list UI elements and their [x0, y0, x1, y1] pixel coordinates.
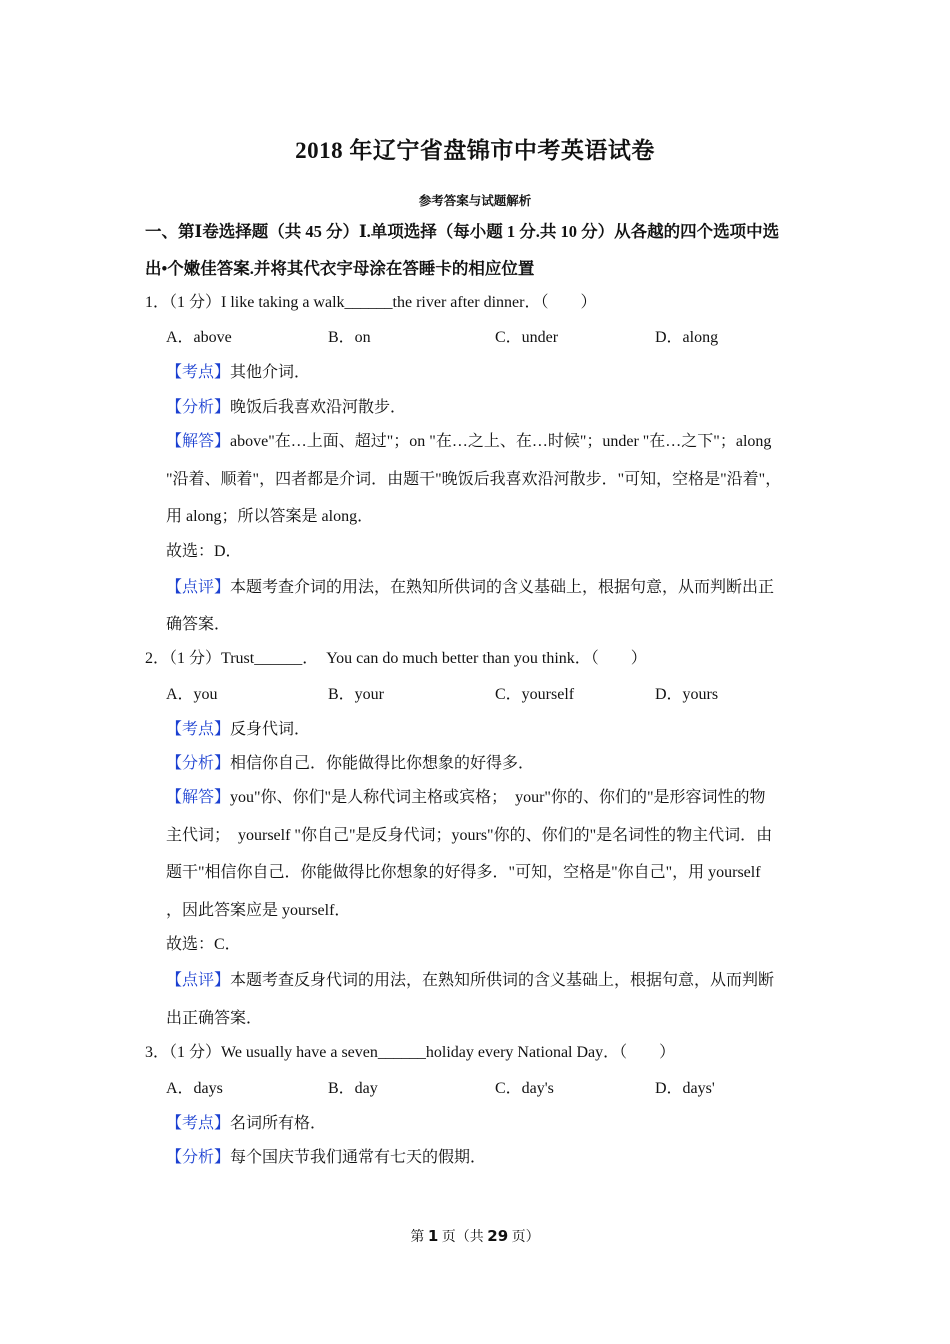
question-2-option-a: A．you [166, 686, 218, 703]
question-2-kaodian [166, 719, 816, 741]
question-2-jieda-line-2: 主代词； yourself "你自己"是反身代词；yours"你的、你们的"是名词性的物主代词．由 [166, 827, 773, 844]
kaodian-text: 名词所有格． [230, 1115, 327, 1132]
kaodian-tag: 【考点】 [166, 364, 231, 381]
question-3-option-c: C．day's [495, 1080, 554, 1097]
kaodian-text: 反身代词． [230, 721, 311, 738]
footer-total-pages: 29 [487, 1227, 509, 1245]
question-1-option-c: C．under [495, 329, 559, 346]
question-1-jieda-line-2: "沿着、顺着"，四者都是介词．由题干"晚饭后我喜欢沿河散步．"可知，空格是"沿着"， [166, 471, 782, 488]
question-1-option-a: A．above [166, 329, 232, 346]
question-1-stem: 1．（1 分）I like taking a walk______the river after dinner．（ ） [145, 294, 597, 311]
question-2-option-c: C．yourself [495, 686, 575, 703]
dianping-tag: 【点评】 [166, 972, 231, 989]
section-heading-line-1: 一、第Ⅰ卷选择题（共 45 分）Ⅰ.单项选择（每小题 1 分.共 10 分）从各越的四个选项中选 [145, 222, 780, 241]
page-footer [0, 1226, 950, 1246]
footer-suffix: 页） [511, 1230, 540, 1245]
kaodian-text: 其他介词． [230, 364, 311, 381]
document-title: 2018 年辽宁省盘锦市中考英语试卷 [295, 138, 655, 163]
question-3-option-d: D．days' [655, 1080, 715, 1097]
question-2-stem: 2．（1 分）Trust______． You can do much better than you think．（ ） [145, 650, 647, 667]
document-subtitle: 参考答案与试题解析 [418, 194, 532, 208]
footer-prefix: 第 [410, 1230, 425, 1245]
jieda-text: above"在…上面、超过"；on "在…之上、在…时候"；under "在…之下"；along [230, 433, 772, 450]
question-1-dianping-line-2: 确答案． [166, 616, 231, 633]
question-3-fenxi [166, 1147, 816, 1169]
question-2-fenxi [166, 753, 816, 775]
fenxi-tag: 【分析】 [166, 755, 231, 772]
question-1-kaodian [166, 362, 816, 384]
question-2-dianping-line-2: 出正确答案． [166, 1010, 263, 1027]
question-2-dianping-line-1 [166, 970, 816, 992]
fenxi-tag: 【分析】 [166, 1149, 231, 1166]
question-2-option-b: B．your [328, 686, 385, 703]
footer-middle: 页（共 [441, 1230, 484, 1245]
question-3-stem: 3．（1 分）We usually have a seven______holiday every National Day．（ ） [145, 1044, 676, 1061]
question-2-option-d: D．yours [655, 686, 719, 703]
fenxi-text: 晚饭后我喜欢沿河散步． [230, 399, 407, 416]
dianping-text: 本题考查反身代词的用法，在熟知所供词的含义基础上，根据句意，从而判断 [230, 972, 775, 989]
fenxi-text: 相信你自己．你能做得比你想象的好得多． [230, 755, 535, 772]
question-2-jieda-line-3: 题干"相信你自己．你能做得比你想象的好得多．"可知，空格是"你自己"，用 yourself [166, 864, 761, 881]
question-1-jieda-line-1 [166, 431, 816, 453]
question-1-dianping-line-1 [166, 577, 816, 599]
question-3-option-a: A．days [166, 1080, 223, 1097]
question-2-answer: 故选：C． [166, 936, 241, 953]
jieda-text: you"你、你们"是人称代词主格或宾格； your"你的、你们的"是形容词性的物 [230, 789, 766, 806]
fenxi-text: 每个国庆节我们通常有七天的假期． [230, 1149, 487, 1166]
jieda-tag: 【解答】 [166, 789, 231, 806]
section-heading-line-2: 出•个嫩佳答案.并将其代衣宇母涂在答睡卡的相应位置 [145, 259, 535, 278]
question-3-option-b: B．day [328, 1080, 378, 1097]
dianping-text: 本题考查介词的用法，在熟知所供词的含义基础上，根据句意，从而判断出正 [230, 579, 775, 596]
question-1-option-d: D．along [655, 329, 719, 346]
jieda-tag: 【解答】 [166, 433, 231, 450]
question-1-jieda-line-3: 用 along；所以答案是 along． [166, 508, 374, 525]
dianping-tag: 【点评】 [166, 579, 231, 596]
kaodian-tag: 【考点】 [166, 1115, 231, 1132]
question-1-fenxi [166, 397, 816, 419]
kaodian-tag: 【考点】 [166, 721, 231, 738]
question-1-option-b: B．on [328, 329, 371, 346]
footer-page-number: 1 [427, 1227, 439, 1245]
question-1-answer: 故选：D． [166, 543, 242, 560]
fenxi-tag: 【分析】 [166, 399, 231, 416]
question-3-kaodian [166, 1113, 816, 1135]
question-2-jieda-line-1 [166, 787, 816, 809]
question-2-jieda-line-4: ，因此答案应是 yourself． [166, 902, 351, 919]
